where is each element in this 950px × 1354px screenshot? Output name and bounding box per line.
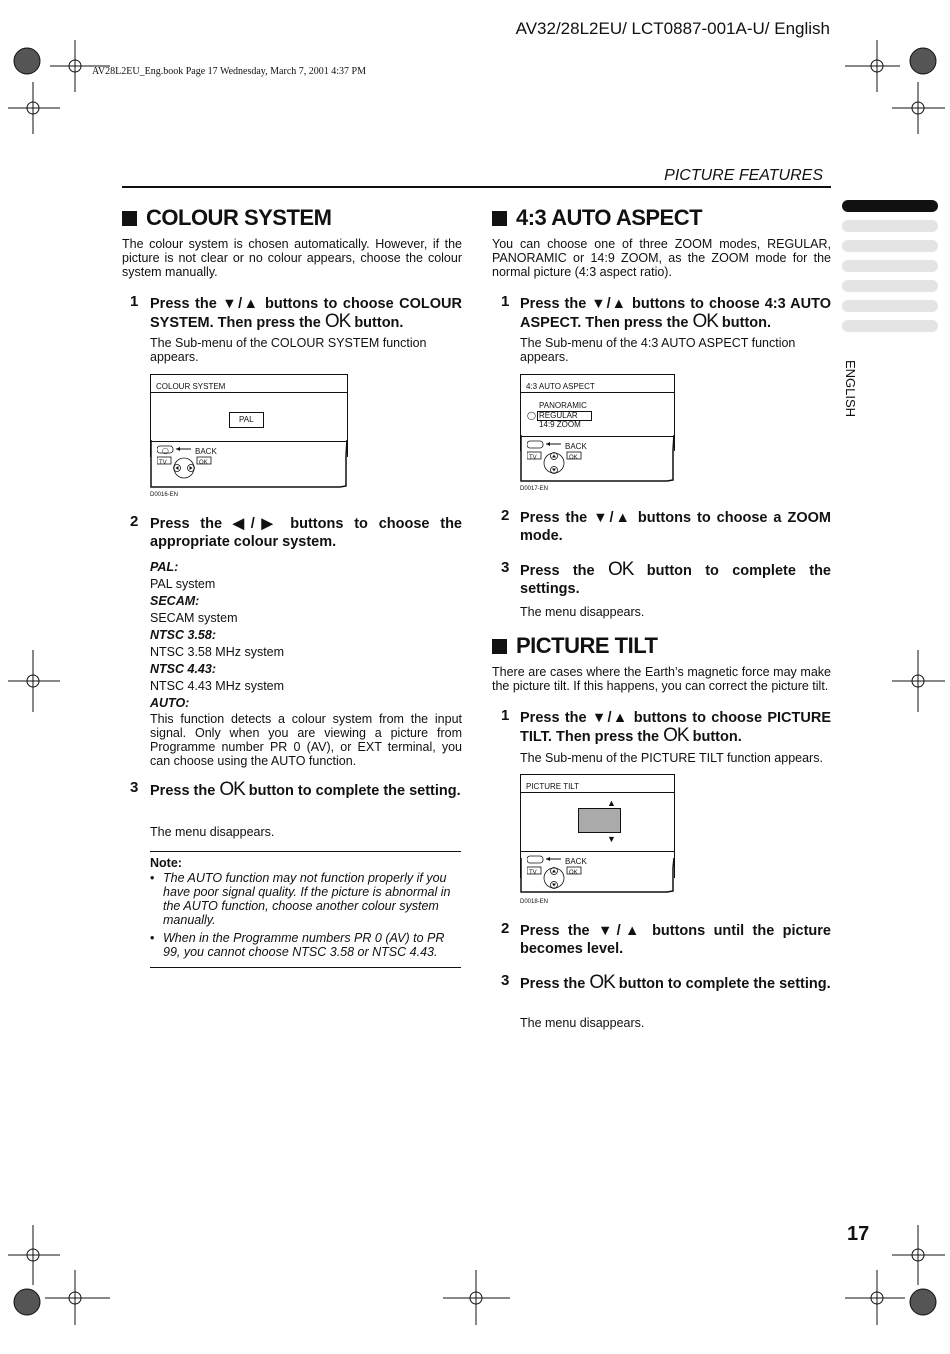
language-tab: ENGLISH	[843, 360, 858, 418]
menu-tv-label: TV	[529, 455, 537, 461]
menu-tv-label: TV	[159, 460, 167, 466]
menu-tv-label: TV	[529, 870, 537, 876]
colour-step-1: 1 Press the ▼/▲ buttons to choose COLOUR SYSTEM. Then press the OK button.	[130, 293, 462, 332]
chapter-tab	[842, 240, 938, 252]
menu-back-label: BACK	[195, 447, 217, 456]
tilt-up-icon: ▲	[607, 798, 616, 808]
figure-code: D0016-EN	[150, 492, 179, 498]
colour-options: PAL: PAL system SECAM: SECAM system NTSC 3.58: NTSC 3.58 MHz system NTSC 4.43: NTSC 4.43 MHz system AUTO: This function detects a colour system from the input signal. Only when you are viewing a picture from Programme number PR 0 (AV), or EXT terminal, you can choose using the AUTO function.	[150, 560, 462, 768]
chapter-tab	[842, 260, 938, 272]
tilt-down-icon: ▼	[607, 834, 616, 844]
menu-title: COLOUR SYSTEM	[156, 382, 226, 391]
note-list: • The AUTO function may not function properly if you have poor signal quality. If the picture is abnormal in the AUTO function, choose another colour system manually. • When in the Programme numbers PR 0 (AV) to PR 99, you cannot choose NTSC 3.58 or NTSC 4.43.	[150, 871, 451, 959]
selection-cursor-icon: ◯	[527, 411, 536, 420]
menu-back-label: BACK	[565, 857, 587, 866]
chapter-tab	[842, 280, 938, 292]
colour-step-3: 3 Press the OK button to complete the setting.	[130, 779, 461, 800]
menu-ok-label: OK	[569, 455, 578, 461]
menu-box-outline	[150, 440, 350, 488]
aspect-step-1: 1 Press the ▼/▲ buttons to choose 4:3 AUTO ASPECT. Then press the OK button.	[501, 293, 831, 332]
menu-back-label: BACK	[565, 442, 587, 451]
tilt-picture-preview	[578, 808, 621, 833]
menu-ok-label: OK	[199, 460, 208, 466]
colour-step-3-body: The menu disappears.	[150, 825, 275, 839]
colour-system-intro: The colour system is chosen automatically. However, if the picture is not clear or no colour appears, choose the colour system manually.	[122, 237, 462, 279]
svg-text:◯: ◯	[162, 448, 169, 455]
auto-aspect-intro: You can choose one of three ZOOM modes, REGULAR, PANORAMIC or 14:9 ZOOM, as the ZOOM mode for the normal picture (4:3 aspect ratio).	[492, 237, 831, 279]
menu-box-outline	[520, 435, 680, 483]
note-title: Note:	[150, 856, 182, 870]
chapter-tab	[842, 220, 938, 232]
note-rule-top	[150, 851, 461, 852]
chapter-tab-active	[842, 200, 938, 212]
section-label: PICTURE FEATURES	[664, 167, 823, 184]
zoom-mode-item: 14:9 ZOOM	[539, 420, 581, 429]
zoom-mode-list	[539, 402, 592, 430]
menu-title: 4:3 AUTO ASPECT	[526, 382, 595, 391]
chapter-tab	[842, 300, 938, 312]
page-number: 17	[847, 1223, 870, 1245]
book-stamp: AV28L2EU_Eng.book Page 17 Wednesday, March 7, 2001 4:37 PM	[92, 66, 366, 77]
picture-tilt-section	[492, 633, 831, 1033]
menu-title: PICTURE TILT	[526, 782, 580, 791]
colour-system-heading: COLOUR SYSTEM	[122, 205, 462, 231]
zoom-mode-item-selected: REGULAR	[537, 411, 592, 422]
colour-step-1-body: The Sub-menu of the COLOUR SYSTEM function appears.	[150, 336, 427, 364]
aspect-step-1-body: The Sub-menu of the 4:3 AUTO ASPECT function appears.	[520, 336, 796, 364]
tilt-step-1: 1 Press the ▼/▲ buttons to choose PICTURE TILT. Then press the OK button.	[501, 707, 831, 746]
aspect-step-3-body: The menu disappears.	[520, 605, 645, 619]
tilt-step-3: 3 Press the OK button to complete the setting.	[501, 972, 831, 993]
menu-value: PAL	[229, 412, 264, 428]
auto-aspect-section	[492, 205, 831, 635]
document-id: AV32/28L2EU/ LCT0887-001A-U/ English	[515, 19, 830, 38]
colour-step-2: 2 Press the ◀/▶ buttons to choose the appropriate colour system.	[130, 513, 462, 550]
aspect-step-2: 2 Press the ▼/▲ buttons to choose a ZOOM mode.	[501, 507, 831, 544]
chapter-tab	[842, 320, 938, 332]
tilt-step-3-body: The menu disappears.	[520, 1016, 645, 1030]
figure-code: D0017-EN	[520, 486, 549, 492]
zoom-mode-item: PANORAMIC	[539, 401, 587, 410]
auto-aspect-heading: 4:3 AUTO ASPECT	[492, 205, 831, 231]
tilt-step-1-body: The Sub-menu of the PICTURE TILT function appears.	[520, 751, 823, 765]
figure-code: D0018-EN	[520, 899, 549, 905]
menu-ok-label: OK	[569, 870, 578, 876]
picture-tilt-intro: There are cases where the Earth’s magnetic force may make the picture tilt. If this happens, you can correct the picture tilt.	[492, 665, 831, 693]
aspect-step-3: 3 Press the OK button to complete the settings.	[501, 559, 831, 597]
menu-box-outline	[520, 858, 680, 898]
tilt-step-2: 2 Press the ▼/▲ buttons until the picture becomes level.	[501, 920, 831, 957]
picture-tilt-heading: PICTURE TILT	[492, 633, 831, 659]
note-rule-bottom	[150, 967, 461, 968]
